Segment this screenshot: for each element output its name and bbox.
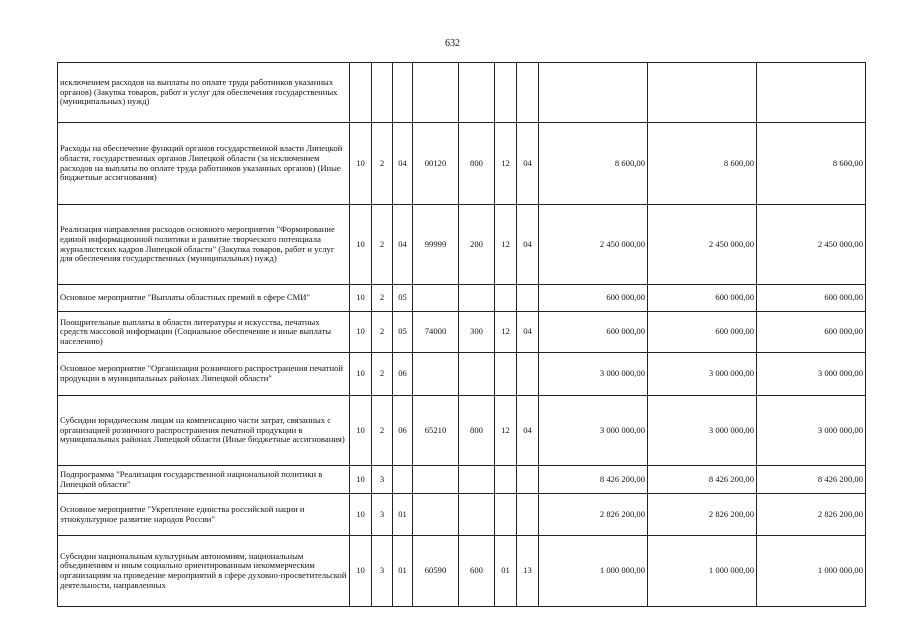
row-amount-1: 600 000,00 [539, 312, 648, 353]
row-code-7: 04 [517, 396, 539, 466]
row-description: Подпрограмма "Реализация государственной национальной политики в Липецкой области" [58, 466, 350, 494]
page-number: 632 [445, 38, 460, 49]
row-amount-1 [539, 63, 648, 123]
row-amount-1: 8 426 200,00 [539, 466, 648, 494]
row-code-4 [413, 466, 459, 494]
row-code-6 [495, 466, 517, 494]
row-code-4: 00120 [413, 123, 459, 205]
row-code-1: 10 [350, 285, 372, 312]
row-amount-3: 600 000,00 [757, 285, 866, 312]
row-amount-1: 3 000 000,00 [539, 396, 648, 466]
row-amount-3: 600 000,00 [757, 312, 866, 353]
row-code-6: 01 [495, 536, 517, 607]
row-code-1: 10 [350, 205, 372, 285]
table-row [58, 285, 866, 312]
row-code-6: 12 [495, 123, 517, 205]
row-amount-3 [757, 63, 866, 123]
row-code-2: 3 [372, 536, 393, 607]
row-code-3: 06 [393, 353, 413, 396]
row-code-1: 10 [350, 396, 372, 466]
row-code-3: 05 [393, 312, 413, 353]
row-code-1: 10 [350, 494, 372, 536]
row-amount-2: 2 826 200,00 [648, 494, 757, 536]
row-code-4 [413, 285, 459, 312]
row-code-3: 04 [393, 205, 413, 285]
row-code-1: 10 [350, 353, 372, 396]
row-code-7 [517, 63, 539, 123]
table-row [58, 123, 866, 205]
row-amount-2: 8 600,00 [648, 123, 757, 205]
row-code-6 [495, 63, 517, 123]
row-code-5 [459, 63, 495, 123]
row-amount-1: 2 826 200,00 [539, 494, 648, 536]
row-code-7 [517, 353, 539, 396]
row-code-3 [393, 466, 413, 494]
row-code-7 [517, 466, 539, 494]
row-amount-3: 2 450 000,00 [757, 205, 866, 285]
row-amount-1: 2 450 000,00 [539, 205, 648, 285]
row-code-1: 10 [350, 536, 372, 607]
row-amount-2: 3 000 000,00 [648, 396, 757, 466]
row-code-4: 74000 [413, 312, 459, 353]
row-code-5: 800 [459, 123, 495, 205]
row-code-2: 2 [372, 123, 393, 205]
row-amount-2 [648, 63, 757, 123]
row-code-4 [413, 494, 459, 536]
row-amount-2: 1 000 000,00 [648, 536, 757, 607]
row-code-2: 2 [372, 205, 393, 285]
row-amount-3: 8 600,00 [757, 123, 866, 205]
row-code-6: 12 [495, 205, 517, 285]
table-row [58, 312, 866, 353]
row-description: Реализация направления расходов основного мероприятия "Формирование единой информационной политики и развитие творческого потенциала журналистских кадров Липецкой области" (Закупка товаров, работ и услуг для обеспечения государственных (муниципальных) нужд) [58, 205, 350, 285]
row-code-3: 01 [393, 536, 413, 607]
row-code-5 [459, 353, 495, 396]
row-code-1: 10 [350, 312, 372, 353]
row-code-1 [350, 63, 372, 123]
row-code-2 [372, 63, 393, 123]
table-row [58, 205, 866, 285]
table-row [58, 396, 866, 466]
row-code-5: 300 [459, 312, 495, 353]
row-amount-2: 600 000,00 [648, 285, 757, 312]
row-amount-2: 600 000,00 [648, 312, 757, 353]
row-amount-2: 2 450 000,00 [648, 205, 757, 285]
row-code-3: 01 [393, 494, 413, 536]
row-description: Субсидии национальным культурным автономиям, национальным объединениям и иным социально ориентированным некоммерческим организациям на проведение мероприятий в сфере духовно-просветительской деятельности, направленных [58, 536, 350, 607]
row-amount-1: 3 000 000,00 [539, 353, 648, 396]
table-row [58, 466, 866, 494]
row-amount-3: 3 000 000,00 [757, 353, 866, 396]
row-code-5 [459, 494, 495, 536]
row-code-1: 10 [350, 123, 372, 205]
row-description: Основное мероприятие "Выплаты областных премий в сфере СМИ" [58, 285, 350, 312]
row-amount-3: 1 000 000,00 [757, 536, 866, 607]
row-code-3: 04 [393, 123, 413, 205]
row-code-7 [517, 285, 539, 312]
row-description: Поощрительные выплаты в области литературы и искусства, печатных средств массовой информации (Социальное обеспечение и иные выплаты населению) [58, 312, 350, 353]
row-code-2: 3 [372, 494, 393, 536]
row-description: Основное мероприятие "Организация розничного распространения печатной продукции в муниципальных районах Липецкой области" [58, 353, 350, 396]
row-description: Субсидии юридическим лицам на компенсацию части затрат, связанных с организацией розничного распространения печатной продукции в муниципальных районах Липецкой области (Иные бюджетные ассигнования) [58, 396, 350, 466]
row-code-5: 200 [459, 205, 495, 285]
row-amount-1: 8 600,00 [539, 123, 648, 205]
row-code-4: 99999 [413, 205, 459, 285]
row-code-7 [517, 494, 539, 536]
row-code-7: 04 [517, 123, 539, 205]
row-code-2: 2 [372, 353, 393, 396]
row-amount-2: 3 000 000,00 [648, 353, 757, 396]
row-code-5: 600 [459, 536, 495, 607]
table-row [58, 353, 866, 396]
row-code-7: 04 [517, 312, 539, 353]
row-code-3: 05 [393, 285, 413, 312]
row-code-4: 60590 [413, 536, 459, 607]
budget-table [57, 62, 866, 607]
row-code-5: 800 [459, 396, 495, 466]
row-code-4: 65210 [413, 396, 459, 466]
table-row [58, 494, 866, 536]
row-amount-1: 600 000,00 [539, 285, 648, 312]
row-description: исключением расходов на выплаты по оплате труда работников указанных органов) (Закупка товаров, работ и услуг для обеспечения государственных (муниципальных) нужд) [58, 63, 350, 123]
row-code-3: 06 [393, 396, 413, 466]
row-code-6 [495, 285, 517, 312]
row-code-4 [413, 353, 459, 396]
row-code-6: 12 [495, 396, 517, 466]
row-code-7: 04 [517, 205, 539, 285]
row-code-2: 2 [372, 396, 393, 466]
row-code-2: 3 [372, 466, 393, 494]
table-row [58, 536, 866, 607]
row-code-6 [495, 353, 517, 396]
table-row [58, 63, 866, 123]
row-code-6 [495, 494, 517, 536]
row-description: Расходы на обеспечение функций органов государственной власти Липецкой области, государственных органов Липецкой области (за исключением расходов на выплаты по оплате труда работников указанных органов) (Иные бюджетные ассигнования) [58, 123, 350, 205]
row-code-4 [413, 63, 459, 123]
row-code-2: 2 [372, 285, 393, 312]
row-amount-3: 3 000 000,00 [757, 396, 866, 466]
row-code-3 [393, 63, 413, 123]
row-code-6: 12 [495, 312, 517, 353]
row-amount-3: 8 426 200,00 [757, 466, 866, 494]
row-code-5 [459, 285, 495, 312]
row-amount-1: 1 000 000,00 [539, 536, 648, 607]
row-code-5 [459, 466, 495, 494]
row-code-1: 10 [350, 466, 372, 494]
row-code-7: 13 [517, 536, 539, 607]
row-amount-3: 2 826 200,00 [757, 494, 866, 536]
row-code-2: 2 [372, 312, 393, 353]
row-amount-2: 8 426 200,00 [648, 466, 757, 494]
row-description: Основное мероприятие "Укрепление единства российской нации и этнокультурное развитие народов России" [58, 494, 350, 536]
